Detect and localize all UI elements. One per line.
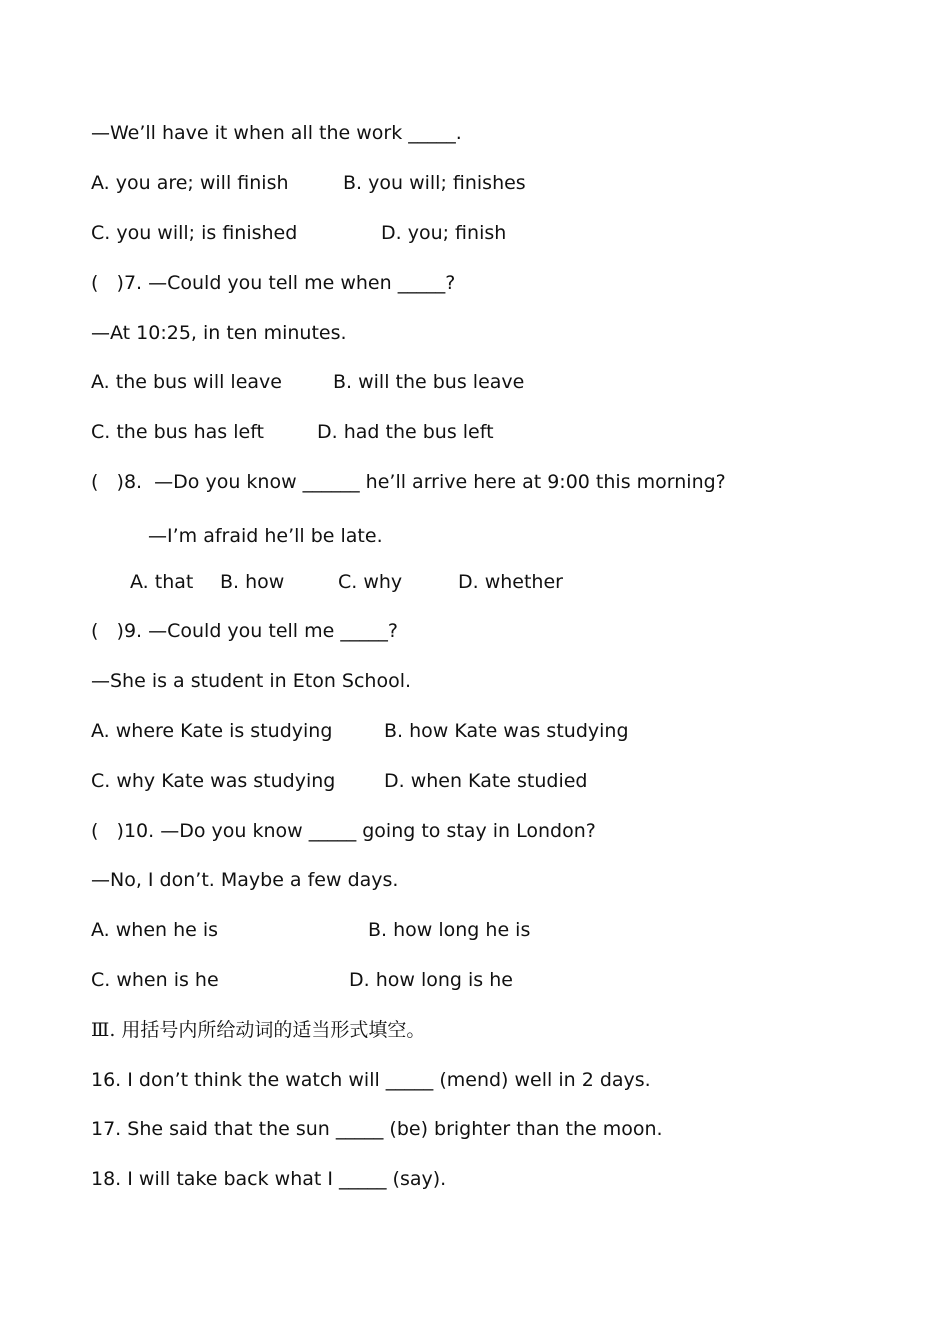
question-7: ( )7. —Could you tell me when _____? xyxy=(91,272,456,294)
q8-option-a: A. that xyxy=(130,571,194,593)
q7-option-d: D. had the bus left xyxy=(317,421,494,443)
q6-option-d: D. you; finish xyxy=(381,222,507,244)
q8-answer-line: —I’m afraid he’ll be late. xyxy=(148,525,383,547)
question-17: 17. She said that the sun _____ (be) brighter than the moon. xyxy=(91,1118,663,1140)
section-3-heading: Ⅲ. 用括号内所给动词的适当形式填空。 xyxy=(91,1019,426,1041)
q9-option-d: D. when Kate studied xyxy=(384,770,588,792)
question-18: 18. I will take back what I _____ (say). xyxy=(91,1168,447,1190)
q10-answer-line: —No, I don’t. Maybe a few days. xyxy=(91,869,399,891)
question-16: 16. I don’t think the watch will _____ (mend) well in 2 days. xyxy=(91,1069,651,1091)
question-10: ( )10. —Do you know _____ going to stay in London? xyxy=(91,820,596,842)
q8-option-d: D. whether xyxy=(458,571,563,593)
q8-option-b: B. how xyxy=(220,571,285,593)
q7-option-c: C. the bus has left xyxy=(91,421,265,443)
q8-option-c: C. why xyxy=(338,571,403,593)
q10-option-c: C. when is he xyxy=(91,969,219,991)
q6-option-a: A. you are; will finish xyxy=(91,172,289,194)
question-9: ( )9. —Could you tell me _____? xyxy=(91,620,398,642)
q9-option-b: B. how Kate was studying xyxy=(384,720,629,742)
q10-option-b: B. how long he is xyxy=(368,919,531,941)
q10-option-a: A. when he is xyxy=(91,919,219,941)
question-6-answer-line: —We’ll have it when all the work _____. xyxy=(91,122,462,144)
q9-option-c: C. why Kate was studying xyxy=(91,770,336,792)
q7-answer-line: —At 10:25, in ten minutes. xyxy=(91,322,347,344)
question-8: ( )8. —Do you know ______ he’ll arrive here at 9:00 this morning? xyxy=(91,471,726,493)
q9-answer-line: —She is a student in Eton School. xyxy=(91,670,412,692)
q7-option-b: B. will the bus leave xyxy=(333,371,525,393)
q7-option-a: A. the bus will leave xyxy=(91,371,282,393)
q10-option-d: D. how long is he xyxy=(349,969,513,991)
q6-option-b: B. you will; finishes xyxy=(343,172,526,194)
q6-option-c: C. you will; is finished xyxy=(91,222,298,244)
q9-option-a: A. where Kate is studying xyxy=(91,720,333,742)
